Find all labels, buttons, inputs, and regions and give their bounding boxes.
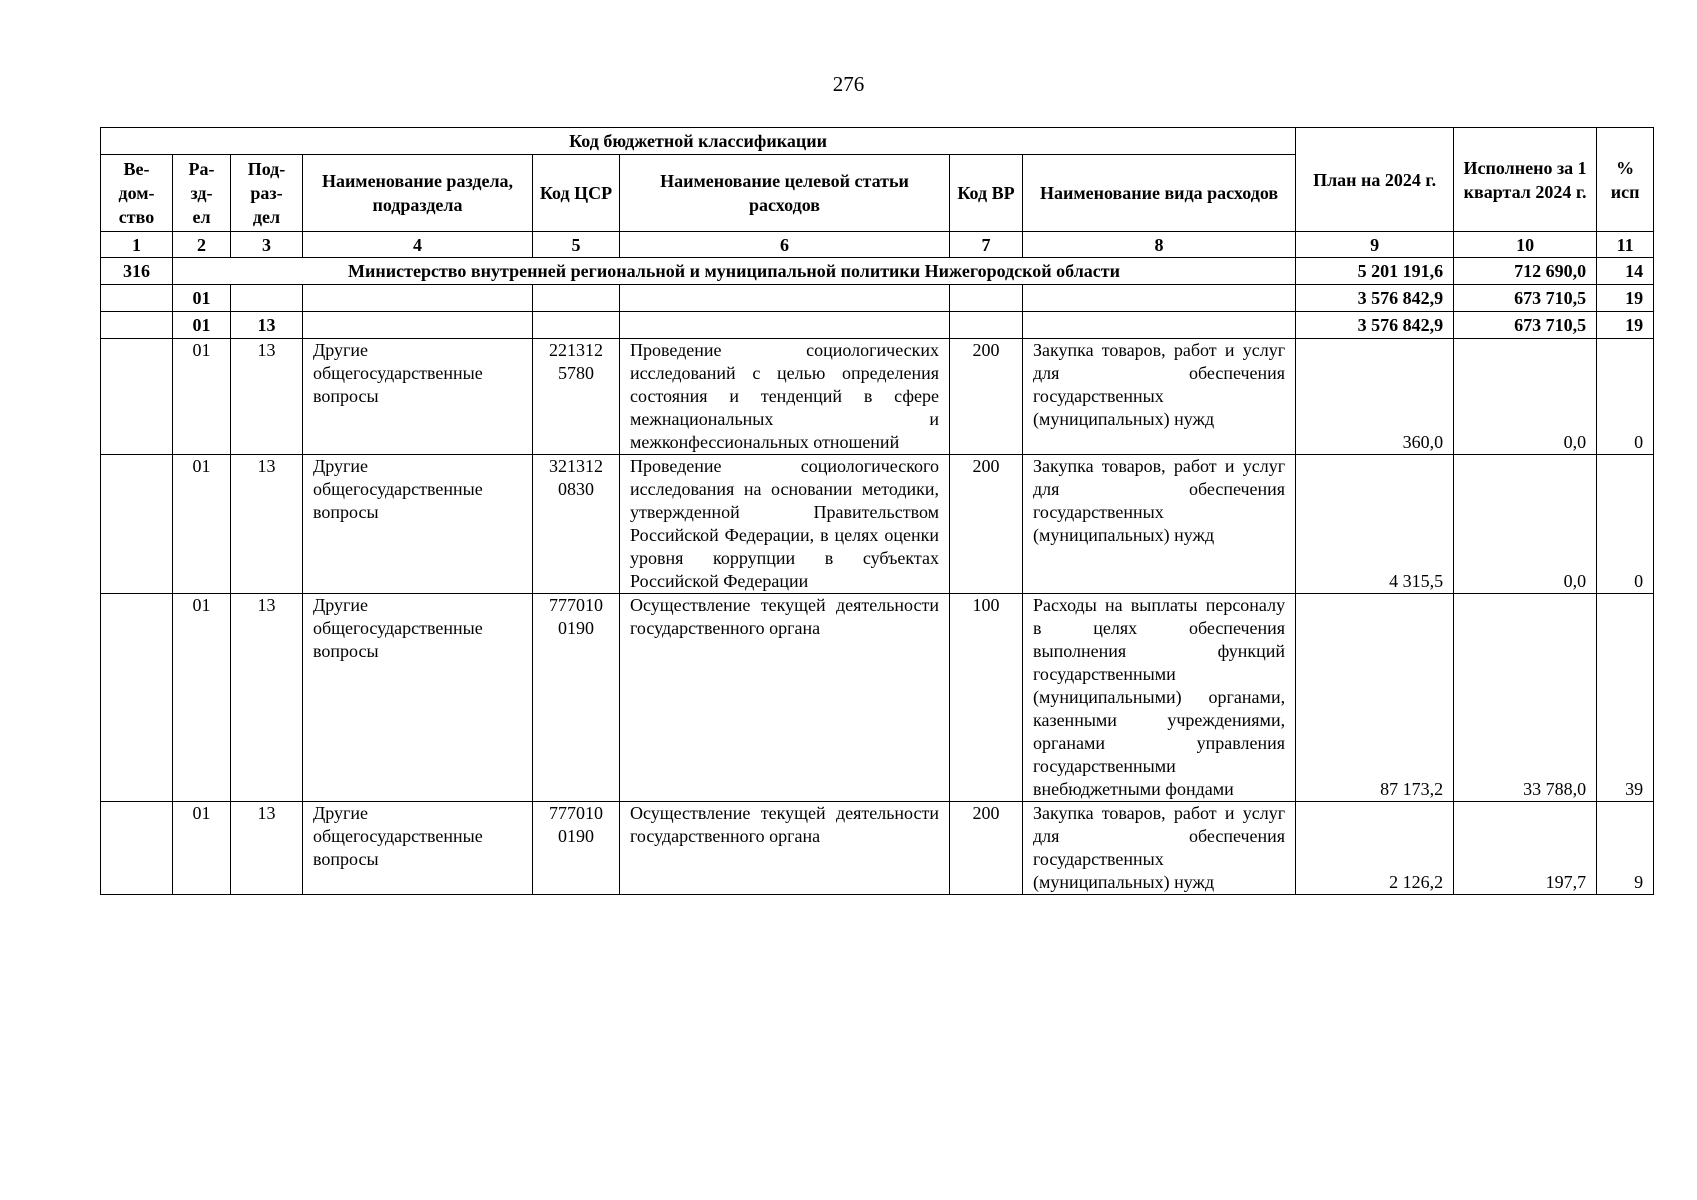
target-name: Осуществление текущей деятельности государственного органа (620, 594, 950, 802)
executed-value: 673 710,5 (1454, 312, 1597, 339)
plan-value: 3 576 842,9 (1296, 285, 1454, 312)
subsection-total-row (101, 312, 1654, 339)
expense-type: Расходы на выплаты персоналу в целях обеспечения выполнения функций государственными (муниципальными) органами, казенными учреждениями, органами управления государственными внебюджетными фондами (1023, 594, 1296, 802)
expense-type: Закупка товаров, работ и услуг для обеспечения государственных (муниципальных) нужд (1023, 802, 1296, 895)
csr-code-header: Код ЦСР (533, 155, 620, 232)
razdel-code: 01 (173, 594, 231, 802)
table-row (101, 455, 1654, 594)
percent-value: 39 (1597, 594, 1654, 802)
target-name: Осуществление текущей деятельности государственного органа (620, 802, 950, 895)
executed-value: 712 690,0 (1454, 258, 1597, 285)
razdel-code: 01 (173, 285, 231, 312)
percent-value: 14 (1597, 258, 1654, 285)
plan-value: 5 201 191,6 (1296, 258, 1454, 285)
vr-code: 100 (950, 594, 1023, 802)
percent-value: 0 (1597, 455, 1654, 594)
column-number: 5 (533, 232, 620, 258)
section-name: Другие общегосударственные вопросы (303, 594, 533, 802)
budget-classification-header: Код бюджетной классификации (101, 128, 1296, 155)
target-name: Проведение социологического исследования на основании методики, утвержденной Правительством Российской Федерации, в целях оценки уровня коррупции в субъектах Российской Федерации (620, 455, 950, 594)
column-number: 7 (950, 232, 1023, 258)
vr-code: 200 (950, 455, 1023, 594)
podrazdel-code: 13 (231, 594, 303, 802)
percent-header: % исп (1597, 128, 1654, 232)
razdel-code: 01 (173, 312, 231, 339)
plan-value: 87 173,2 (1296, 594, 1454, 802)
expense-type: Закупка товаров, работ и услуг для обеспечения государственных (муниципальных) нужд (1023, 339, 1296, 455)
razdel-code: 01 (173, 802, 231, 895)
csr-code: 321312 0830 (533, 455, 620, 594)
section-name: Другие общегосударственные вопросы (303, 339, 533, 455)
executed-header: Исполнено за 1 квартал 2024 г. (1454, 128, 1597, 232)
plan-value: 360,0 (1296, 339, 1454, 455)
table-row (101, 594, 1654, 802)
expense-type: Закупка товаров, работ и услуг для обеспечения государственных (муниципальных) нужд (1023, 455, 1296, 594)
ministry-name: Министерство внутренней региональной и муниципальной политики Нижегородской области (173, 258, 1296, 285)
column-number: 11 (1597, 232, 1654, 258)
column-number: 4 (303, 232, 533, 258)
table-row (101, 802, 1654, 895)
razdel-code: 01 (173, 455, 231, 594)
podrazdel-code: 13 (231, 339, 303, 455)
target-name-header: Наименование целевой статьи расходов (620, 155, 950, 232)
podrazdel-code: 13 (231, 455, 303, 594)
column-number: 10 (1454, 232, 1597, 258)
percent-value: 19 (1597, 285, 1654, 312)
plan-header: План на 2024 г. (1296, 128, 1454, 232)
percent-value: 19 (1597, 312, 1654, 339)
section-name: Другие общегосударственные вопросы (303, 802, 533, 895)
executed-value: 0,0 (1454, 455, 1597, 594)
executed-value: 33 788,0 (1454, 594, 1597, 802)
budget-table (100, 127, 1654, 895)
column-number: 9 (1296, 232, 1454, 258)
podrazdel-code: 13 (231, 312, 303, 339)
section-name: Другие общегосударственные вопросы (303, 455, 533, 594)
vr-code: 200 (950, 802, 1023, 895)
executed-value: 0,0 (1454, 339, 1597, 455)
column-number: 1 (101, 232, 173, 258)
csr-code: 777010 0190 (533, 594, 620, 802)
podrazdel-header: Под- раз- дел (231, 155, 303, 232)
vr-code: 200 (950, 339, 1023, 455)
column-number-row (101, 232, 1654, 258)
target-name: Проведение социологических исследований с целью определения состояния и тенденций в сфере межнациональных и межконфессиональных отношений (620, 339, 950, 455)
percent-value: 9 (1597, 802, 1654, 895)
column-number: 8 (1023, 232, 1296, 258)
section-name-header: Наименование раздела, подраздела (303, 155, 533, 232)
razdel-code: 01 (173, 339, 231, 455)
vr-code-header: Код ВР (950, 155, 1023, 232)
column-number: 3 (231, 232, 303, 258)
section-total-row (101, 285, 1654, 312)
executed-value: 197,7 (1454, 802, 1597, 895)
page-number: 276 (832, 72, 865, 96)
plan-value: 3 576 842,9 (1296, 312, 1454, 339)
executed-value: 673 710,5 (1454, 285, 1597, 312)
vedomstvo-code: 316 (101, 258, 173, 285)
plan-value: 4 315,5 (1296, 455, 1454, 594)
expense-type-header: Наименование вида расходов (1023, 155, 1296, 232)
vedomstvo-header: Ве- дом- ство (101, 155, 173, 232)
table-header-group-row (101, 128, 1654, 155)
razdel-header: Ра- зд- ел (173, 155, 231, 232)
plan-value: 2 126,2 (1296, 802, 1454, 895)
column-number: 6 (620, 232, 950, 258)
table-row (101, 339, 1654, 455)
podrazdel-code: 13 (231, 802, 303, 895)
percent-value: 0 (1597, 339, 1654, 455)
csr-code: 777010 0190 (533, 802, 620, 895)
column-number: 2 (173, 232, 231, 258)
csr-code: 221312 5780 (533, 339, 620, 455)
ministry-total-row (101, 258, 1654, 285)
